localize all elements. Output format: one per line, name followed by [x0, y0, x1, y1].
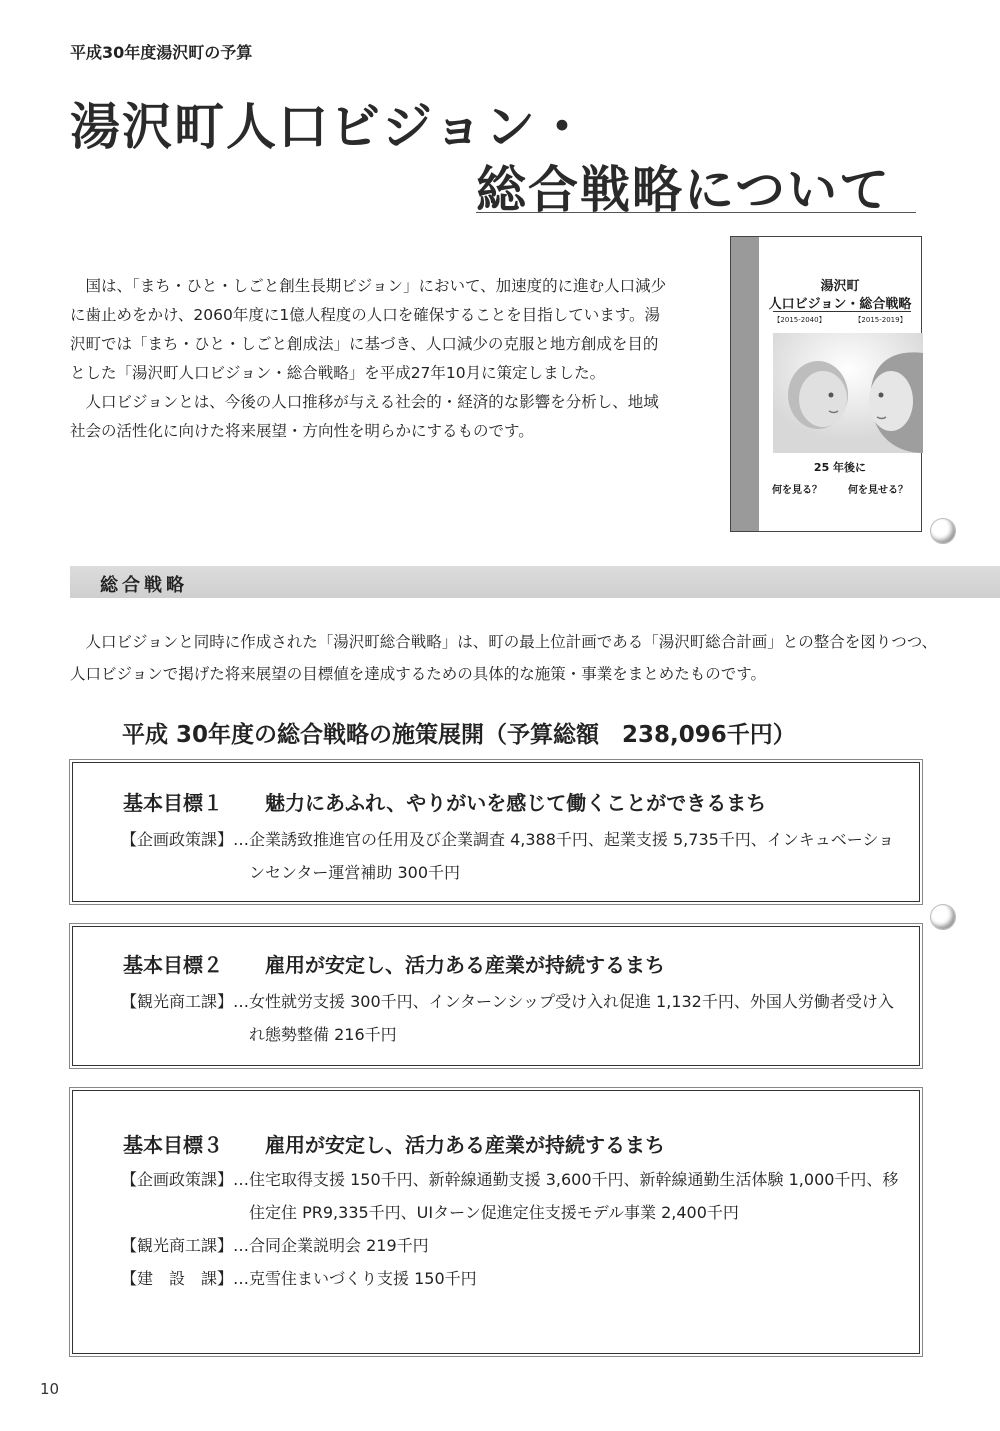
goal-measures — [121, 1163, 899, 1295]
goal-measures — [121, 985, 899, 1051]
measure-row — [121, 1229, 899, 1262]
department-label: 【観光商工課】… — [121, 1236, 250, 1255]
budget-heading: 平成 30年度の総合戦略の施策展開（予算総額 238,096千円） — [122, 722, 796, 748]
department-label: 【観光商工課】… — [121, 992, 250, 1011]
goal-heading — [123, 1129, 665, 1158]
department-label: 【企画政策課】… — [121, 830, 250, 849]
cover-question-right: 何を見せる？ — [848, 485, 908, 496]
binder-hole-bottom — [930, 904, 956, 930]
goal-title: 魅力にあふれ、やりがいを感じて働くことができるまち — [265, 791, 767, 815]
measure-row — [121, 985, 899, 1051]
section-title: 総合戦略 — [100, 575, 188, 596]
measure-row — [121, 1163, 899, 1229]
measure-items: 克雪住まいづくり支援 150千円 — [249, 1269, 477, 1288]
cover-content — [759, 237, 921, 531]
intro-paragraph-2: 人口ビジョンとは、今後の人口推移が与える社会的・経済的な影響を分析し、地域社会の活性化に向けた将来展望・方向性を明らかにするものです。 — [70, 393, 659, 440]
cover-divider — [773, 311, 911, 312]
goal-box-1 — [72, 762, 920, 902]
measure-items: 合同企業説明会 219千円 — [249, 1236, 429, 1255]
strategy-description — [70, 626, 940, 690]
goal-title: 雇用が安定し、活力ある産業が持続するまち — [265, 953, 665, 977]
intro-text — [70, 272, 670, 446]
measure-row — [121, 823, 899, 889]
cover-question-line1: 25 年後に — [813, 461, 867, 474]
department-label: 【建 設 課】… — [121, 1269, 250, 1288]
goal-heading — [123, 787, 766, 816]
goal-title: 雇用が安定し、活力ある産業が持続するまち — [265, 1133, 665, 1157]
goal-box-2 — [72, 926, 920, 1066]
cover-title-line1: 湯沢町 — [820, 279, 860, 294]
cover-spine — [731, 237, 759, 531]
section-header-bar — [70, 566, 1000, 598]
goal-box-3 — [72, 1090, 920, 1354]
intro-paragraph-1: 国は、「まち・ひと・しごと創生長期ビジョン」において、加速度的に進む人口減少に歯止めをかけ、2060年度に1億人程度の人口を確保することを目指しています。湯沢町では「まち・ひと・しごと創成法」に基づき、人口減少の克服と地方創成を目的とした「湯沢町人口ビジョン・総合戦略」を平成27年10月に策定しました。 — [70, 277, 667, 382]
cover-years-left: 【2015-2040】 — [773, 316, 826, 324]
cover-title-line2: 人口ビジョン・総合戦略 — [768, 297, 912, 312]
goal-number: 基本目標３ — [123, 1133, 223, 1157]
goal-measures — [121, 823, 899, 889]
page-title-line1: 湯沢町人口ビジョン・ — [70, 98, 589, 156]
header-label: 平成30年度湯沢町の予算 — [70, 43, 253, 62]
cover-years — [759, 315, 921, 325]
goal-number: 基本目標１ — [123, 791, 223, 815]
cover-question-left: 何を見る？ — [772, 485, 822, 496]
measure-items: 企業誘致推進官の任用及び企業調査 4,388千円、起業支援 5,735千円、インキュベーションセンター運営補助 300千円 — [249, 830, 895, 882]
page-title-line2: 総合戦略について — [476, 161, 891, 219]
child-and-woman-illustration — [773, 333, 923, 453]
goal-number: 基本目標２ — [123, 953, 223, 977]
cover-question-line2 — [759, 481, 921, 496]
measure-row — [121, 1262, 899, 1295]
page-number: 10 — [40, 1380, 60, 1398]
cover-years-right: 【2015-2019】 — [854, 316, 907, 324]
binder-hole-top — [930, 518, 956, 544]
title-underline — [476, 212, 916, 213]
booklet-cover-image — [730, 236, 922, 532]
measure-items: 住宅取得支援 150千円、新幹線通勤支援 3,600千円、新幹線通勤生活体験 1,000千円、移住定住 PR9,335千円、UIターン促進定住支援モデル事業 2,400千円 — [249, 1170, 899, 1222]
department-label: 【企画政策課】… — [121, 1170, 250, 1189]
measure-items: 女性就労支援 300千円、インターンシップ受け入れ促進 1,132千円、外国人労働者受け入れ態勢整備 216千円 — [249, 992, 894, 1044]
goal-heading — [123, 949, 665, 978]
strategy-paragraph: 人口ビジョンと同時に作成された「湯沢町総合戦略」は、町の最上位計画である「湯沢町総合計画」との整合を図りつつ、人口ビジョンで掲げた将来展望の目標値を達成するための具体的な施策・事業をまとめたものです。 — [70, 633, 938, 683]
